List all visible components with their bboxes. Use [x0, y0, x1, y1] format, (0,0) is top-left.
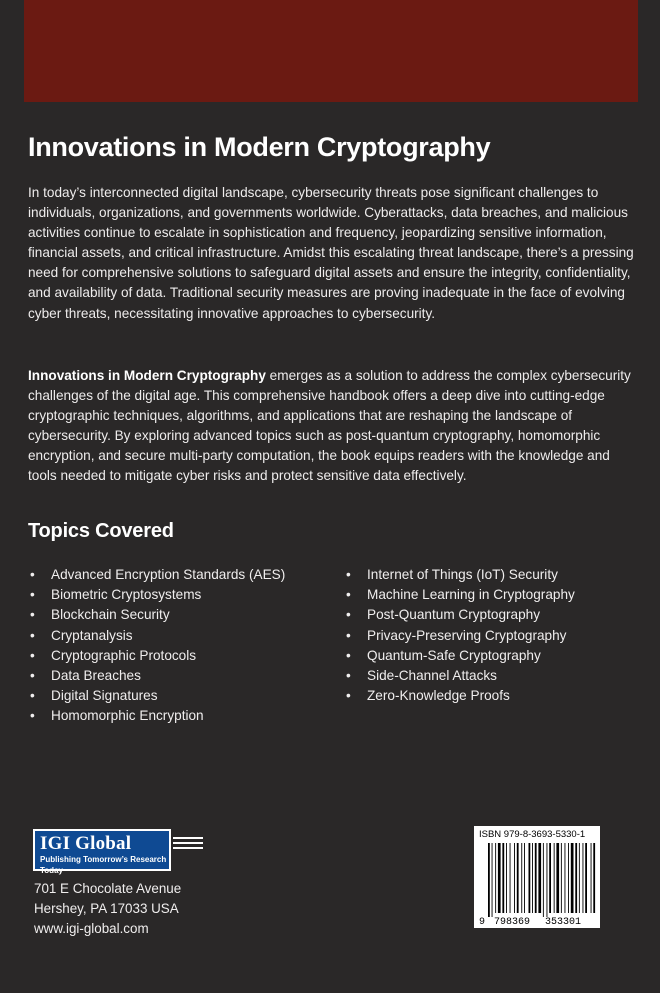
description-paragraph-1: In today’s interconnected digital landscape, cybersecurity threats pose significant challenges to individuals, organizations, and governments worldwide. Cyberattacks, data breaches, and malicious activities continue to escalate in sophistication and frequency, jeopardizing sensitive information, financial assets, and critical infrastructure. Amidst this escalating threat landscape, there’s a pressing need for comprehensive solutions to safeguard digital assets and ensure the integrity, confidentiality, and availability of data. Traditional security measures are proving inadequate in the face of evolving cyber threats, necessitating innovative approaches to cybersecurity.: [28, 185, 634, 321]
topic-label: Cryptographic Protocols: [51, 647, 197, 663]
publisher-website: www.igi-global.com: [34, 921, 149, 936]
topic-item: [28, 706, 285, 726]
logo-lines-decoration: [173, 837, 203, 852]
topic-label: Advanced Encryption Standards (AES): [51, 567, 286, 582]
topic-label: Zero-Knowledge Proofs: [367, 688, 510, 704]
bullet-icon: •: [30, 607, 35, 623]
topic-item: [344, 646, 575, 666]
topics-heading: Topics Covered: [28, 520, 174, 542]
bullet-icon: •: [346, 627, 351, 643]
isbn-barcode: [474, 826, 600, 928]
topic-item: [28, 686, 285, 706]
bullet-icon: •: [30, 647, 35, 663]
book-title: Innovations in Modern Cryptography: [28, 132, 491, 162]
topic-label: Cryptanalysis: [51, 627, 133, 643]
topic-item: [28, 585, 285, 605]
topic-label: Machine Learning in Cryptography: [367, 587, 575, 603]
bullet-icon: •: [346, 647, 351, 663]
description-paragraph-2: [28, 366, 638, 487]
topic-item: [28, 626, 285, 646]
isbn-label: ISBN 979-8-3693-5330-1: [479, 829, 586, 840]
topic-item: [344, 686, 575, 706]
address-line-1: 701 E Chocolate Avenue: [34, 881, 182, 896]
topic-label: Post-Quantum Cryptography: [367, 607, 541, 623]
publisher-logo-tagline: Publishing Tomorrow’s Research Today: [40, 855, 167, 875]
topic-label: Blockchain Security: [51, 607, 170, 623]
barcode-image: [474, 826, 600, 928]
topic-item: [344, 565, 575, 585]
topic-item: [28, 605, 285, 625]
barcode-digits-group-1: 798369: [494, 917, 531, 928]
book-title-inline: Innovations in Modern Cryptography: [28, 368, 266, 383]
topic-item: [344, 585, 575, 605]
topic-label: Biometric Cryptosystems: [51, 587, 202, 603]
bullet-icon: •: [30, 567, 35, 582]
bullet-icon: •: [346, 688, 351, 704]
paragraph-2-text: emerges as a solution to address the complex cybersecurity challenges of the digital age. This comprehensive handbook offers a deep dive into cutting-edge cryptographic techniques, algorithms, and applications that are reshaping the landscape of cybersecurity. By exploring advanced topics such as post-quantum cryptography, homomorphic encryption, and secure multi-party computation, the book equips readers with the knowledge and tools needed to mitigate cyber risks and protect sensitive data effectively.: [28, 368, 631, 484]
topic-item: [344, 666, 575, 686]
topic-label: Side-Channel Attacks: [367, 668, 497, 684]
bullet-icon: •: [30, 668, 35, 684]
topic-item: [344, 626, 575, 646]
address-line-2: Hershey, PA 17033 USA: [34, 901, 179, 916]
topics-list-left: [28, 565, 285, 727]
bullet-icon: •: [30, 708, 35, 724]
barcode-digit-lead: 9: [479, 917, 486, 928]
publisher-logo: [33, 829, 171, 875]
topic-label: Data Breaches: [51, 668, 141, 684]
barcode-digits-group-2: 353301: [545, 917, 582, 928]
topic-item: [28, 666, 285, 686]
bullet-icon: •: [346, 668, 351, 684]
bullet-icon: •: [346, 607, 351, 623]
publisher-address: [34, 879, 181, 939]
bullet-icon: •: [346, 567, 351, 582]
topic-label: Homomorphic Encryption: [51, 708, 204, 724]
topic-item: [344, 605, 575, 625]
topic-label: Digital Signatures: [51, 688, 158, 704]
topic-label: Quantum-Safe Cryptography: [367, 647, 541, 663]
bullet-icon: •: [30, 587, 35, 603]
publisher-logo-name: IGI Global: [40, 833, 132, 854]
bullet-icon: •: [346, 587, 351, 603]
bullet-icon: •: [30, 627, 35, 643]
top-color-banner: [24, 0, 638, 102]
topic-label: Internet of Things (IoT) Security: [367, 567, 558, 582]
topic-item: [28, 565, 285, 585]
topic-item: [28, 646, 285, 666]
topic-label: Privacy-Preserving Cryptography: [367, 627, 567, 643]
bullet-icon: •: [30, 688, 35, 704]
topics-list-right: [344, 565, 575, 706]
